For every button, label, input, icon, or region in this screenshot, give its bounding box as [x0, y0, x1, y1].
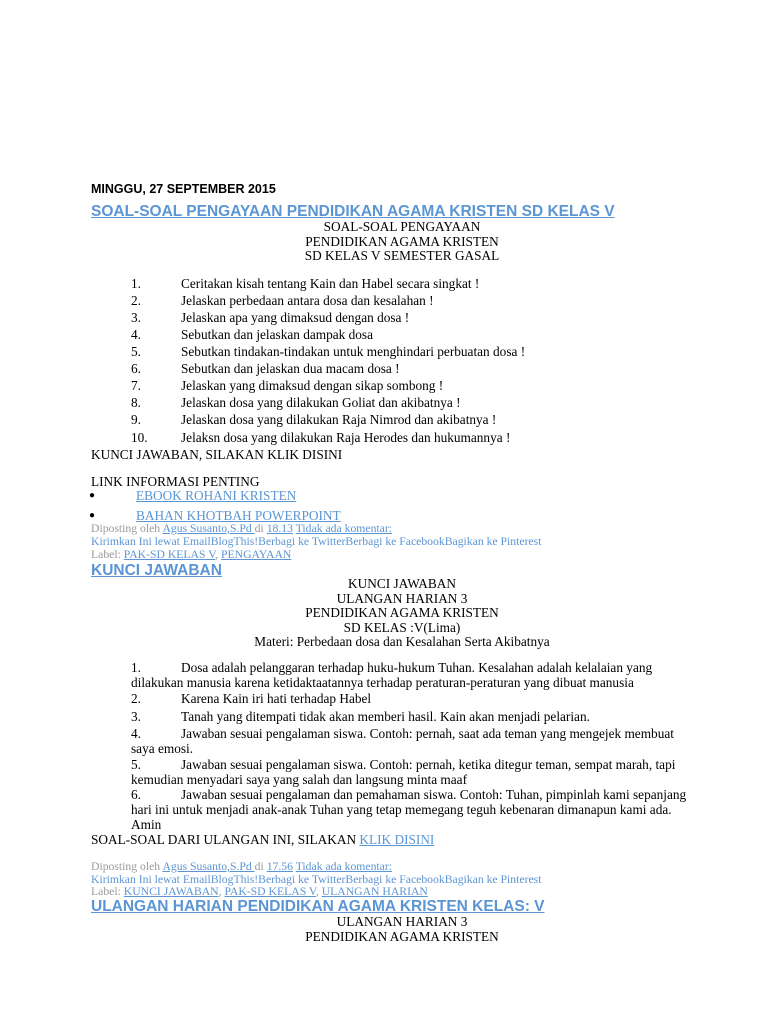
- answer-text: dilakukan manusia karena ketidaktaatannya terhadap peraturan-peraturan yang dibuat manusia: [131, 675, 634, 690]
- comments-link[interactable]: Tidak ada komentar:: [295, 522, 392, 535]
- label-link[interactable]: KUNCI JAWABAN: [123, 885, 219, 898]
- post1-heading: [0, 220, 768, 264]
- bullet-dot: ●: [89, 510, 96, 521]
- link-ebook-rohani[interactable]: EBOOK ROHANI KRISTEN: [136, 488, 297, 503]
- answer-item: [131, 726, 721, 756]
- answer-text: Tanah yang ditempati tidak akan memberi hasil. Kain akan menjadi pelarian.: [181, 709, 590, 724]
- share-links[interactable]: Kirimkan Ini lewat EmailBlogThis!Berbagi ke TwitterBerbagi ke FacebookBagikan ke Pinterest: [91, 535, 542, 548]
- klik-disini-link[interactable]: KLIK DISINI: [359, 832, 435, 847]
- answer-text: Jawaban sesuai pengalaman siswa. Contoh: pernah, saat ada teman yang mengejek membuat: [181, 726, 674, 741]
- question-text: Jelaksn dosa yang dilakukan Raja Herodes dan hukumannya !: [181, 430, 511, 445]
- question-number: 6.: [131, 361, 141, 376]
- answer-number: 2.: [131, 691, 141, 706]
- question-text: Sebutkan dan jelaskan dua macam dosa !: [181, 361, 400, 376]
- at-text: di: [254, 860, 267, 873]
- soal-text: SOAL-SOAL DARI ULANGAN INI, SILAKAN: [91, 832, 360, 847]
- answer-item: [131, 709, 721, 724]
- posted-by-text: Diposting oleh: [91, 860, 163, 873]
- heading-line: PENDIDIKAN AGAMA KRISTEN: [305, 605, 499, 620]
- question-text: Jelaskan dosa yang dilakukan Raja Nimrod dan akibatnya !: [181, 412, 497, 427]
- heading-line: SD KELAS V SEMESTER GASAL: [304, 248, 500, 263]
- question-text: Jelaskan yang dimaksud dengan sikap sombong !: [181, 378, 444, 393]
- question-text: Jelaskan dosa yang dilakukan Goliat dan akibatnya !: [181, 395, 461, 410]
- label-link[interactable]: ULANGAN HARIAN: [321, 885, 428, 898]
- question-text: Jelaskan apa yang dimaksud dengan dosa !: [181, 310, 410, 325]
- post-title-ulangan-harian[interactable]: ULANGAN HARIAN PENDIDIKAN AGAMA KRISTEN KELAS: V: [91, 898, 545, 915]
- question-text: Ceritakan kisah tentang Kain dan Habel secara singkat !: [181, 276, 480, 291]
- post-labels: Label: KUNCI JAWABAN, PAK-SD KELAS V, ULANGAN HARIAN: [91, 885, 428, 898]
- question-number: 9.: [131, 412, 141, 427]
- link-info-heading: LINK INFORMASI PENTING: [91, 474, 260, 489]
- question-text: Sebutkan dan jelaskan dampak dosa: [181, 327, 374, 342]
- posted-by-text: Diposting oleh: [91, 522, 163, 535]
- question-number: 7.: [131, 378, 141, 393]
- post-time-link[interactable]: 17.56: [266, 860, 293, 873]
- answer-text: Karena Kain iri hati terhadap Habel: [181, 691, 372, 706]
- answer-text: Jawaban sesuai pengalaman siswa. Contoh: pernah, ketika ditegur teman, sempat marah, tapi: [181, 757, 676, 772]
- question-number: 4.: [131, 327, 141, 342]
- question-number: 10.: [131, 430, 148, 445]
- answer-text: Dosa adalah pelanggaran terhadap huku-hukum Tuhan. Kesalahan adalah kelalaian yang: [181, 660, 653, 675]
- heading-line: PENDIDIKAN AGAMA KRISTEN: [305, 928, 499, 944]
- answer-text: kemudian menyadari saya yang salah dan langsung minta maaf: [131, 772, 468, 787]
- question-number: 1.: [131, 276, 141, 291]
- answer-number: 1.: [131, 660, 141, 675]
- heading-line: SOAL-SOAL PENGAYAAN: [323, 219, 481, 234]
- question-number: 3.: [131, 310, 141, 325]
- post-title-kunci-jawaban[interactable]: KUNCI JAWABAN: [91, 562, 222, 579]
- comments-link[interactable]: Tidak ada komentar:: [295, 860, 392, 873]
- question-number: 8.: [131, 395, 141, 410]
- answer-item: [131, 757, 721, 787]
- answer-item: [131, 660, 721, 690]
- answer-number: 5.: [131, 757, 141, 772]
- post3-heading: [0, 915, 768, 944]
- heading-line: SD KELAS :V(Lima): [343, 619, 461, 635]
- heading-line: ULANGAN HARIAN 3: [336, 590, 468, 606]
- answer-item: [131, 787, 721, 832]
- at-text: di: [254, 522, 267, 535]
- post-footer-byline: [91, 522, 392, 535]
- post-time-link[interactable]: 18.13: [266, 522, 293, 535]
- label-link[interactable]: PAK-SD KELAS V: [123, 548, 216, 561]
- answer-text: Amin: [131, 817, 162, 832]
- post-title-pengayaan[interactable]: SOAL-SOAL PENGAYAAN PENDIDIKAN AGAMA KRISTEN SD KELAS V: [91, 203, 615, 220]
- question-text: Sebutkan tindakan-tindakan untuk menghindari perbuatan dosa !: [181, 344, 526, 359]
- label-prefix: Label:: [91, 548, 124, 561]
- post-date: MINGGU, 27 SEPTEMBER 2015: [91, 182, 276, 196]
- answer-text: saya emosi.: [131, 741, 194, 756]
- question-number: 5.: [131, 344, 141, 359]
- bullet-dot: ●: [89, 490, 96, 501]
- answer-text: Jawaban sesuai pengalaman dan pemahaman siswa. Contoh: Tuhan, pimpinlah kami sepanjang: [181, 787, 687, 802]
- label-prefix: Label:: [91, 885, 124, 898]
- answer-number: 3.: [131, 709, 141, 724]
- heading-line: ULANGAN HARIAN 3: [336, 914, 468, 929]
- soal-line: [91, 832, 434, 848]
- link-bahan-khotbah[interactable]: BAHAN KHOTBAH POWERPOINT: [136, 508, 341, 523]
- post-footer-byline: [91, 860, 392, 873]
- answer-text: hari ini untuk menjadi anak-anak Tuhan yang tetap memegang teguh kebenaran dimanapun kami ada.: [131, 802, 672, 817]
- label-link[interactable]: PAK-SD KELAS V: [224, 885, 316, 898]
- heading-line: Materi: Perbedaan dosa dan Kesalahan Serta Akibatnya: [254, 634, 550, 649]
- answer-number: 6.: [131, 787, 141, 802]
- author-link[interactable]: Agus Susanto,S.Pd: [162, 522, 255, 535]
- kunci-jawaban-line: KUNCI JAWABAN, SILAKAN KLIK DISINI: [91, 447, 343, 462]
- question-number: 2.: [131, 293, 141, 308]
- heading-line: KUNCI JAWABAN: [348, 576, 456, 591]
- question-text: Jelaskan perbedaan antara dosa dan kesalahan !: [181, 293, 434, 308]
- answer-item: [131, 691, 721, 706]
- author-link[interactable]: Agus Susanto,S.Pd: [162, 860, 255, 873]
- label-link[interactable]: PENGAYAAN: [221, 548, 292, 561]
- share-links[interactable]: Kirimkan Ini lewat EmailBlogThis!Berbagi ke TwitterBerbagi ke FacebookBagikan ke Pinterest: [91, 873, 542, 886]
- post-labels: Label: PAK-SD KELAS V, PENGAYAAN: [91, 548, 292, 561]
- heading-line: PENDIDIKAN AGAMA KRISTEN: [305, 233, 499, 249]
- answer-number: 4.: [131, 726, 141, 741]
- post2-heading: [0, 577, 768, 650]
